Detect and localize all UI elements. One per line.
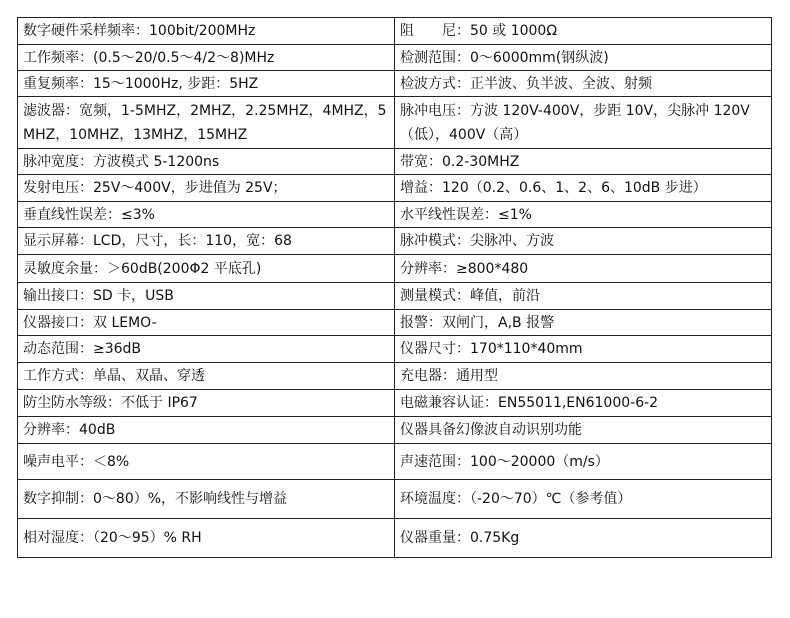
spec-cell-left: 脉冲宽度：方波模式 5-1200ns [18, 149, 395, 175]
spec-cell-left: 垂直线性误差：≤3% [18, 202, 395, 228]
spec-cell-left: 数字抑制：0～80）%，不影响线性与增益 [18, 480, 395, 519]
spec-row [18, 71, 772, 97]
spec-cell-left: 防尘防水等级：不低于 IP67 [18, 390, 395, 417]
spec-cell-right: 充电器：通用型 [395, 363, 772, 390]
spec-row [18, 18, 772, 45]
spec-cell-left: 仪器接口：双 LEMO- [18, 310, 395, 336]
spec-cell-right: 声速范围：100～20000（m/s） [395, 444, 772, 480]
spec-cell-left: 发射电压：25V～400V，步进值为 25V； [18, 175, 395, 202]
spec-cell-left: 滤波器：宽频，1-5MHZ，2MHZ，2.25MHZ，4MHZ，5MHZ，10MHZ，13MHZ，15MHZ [18, 97, 395, 149]
spec-cell-left: 输出接口：SD 卡，USB [18, 283, 395, 310]
spec-row [18, 255, 772, 283]
spec-cell-left: 分辨率：40dB [18, 417, 395, 444]
spec-cell-right: 仪器重量：0.75Kg [395, 519, 772, 558]
spec-cell-left: 重复频率：15～1000Hz, 步距：5HZ [18, 71, 395, 97]
spec-row [18, 444, 772, 480]
spec-row [18, 228, 772, 255]
spec-cell-right: 仪器具备幻像波自动识别功能 [395, 417, 772, 444]
spec-row [18, 417, 772, 444]
spec-cell-left: 工作方式：单晶、双晶、穿透 [18, 363, 395, 390]
spec-cell-left: 相对湿度：（20～95）% RH [18, 519, 395, 558]
spec-row [18, 519, 772, 558]
spec-cell-right: 测量模式：峰值，前沿 [395, 283, 772, 310]
spec-cell-right: 报警：双闸门，A,B 报警 [395, 310, 772, 336]
spec-row [18, 175, 772, 202]
spec-cell-right: 脉冲电压：方波 120V-400V，步距 10V，尖脉冲 120V（低），400V（高） [395, 97, 772, 149]
spec-row [18, 283, 772, 310]
spec-cell-left: 灵敏度余量：＞60dB(200Φ2 平底孔) [18, 255, 395, 283]
spec-row [18, 336, 772, 363]
spec-cell-right: 电磁兼容认证：EN55011,EN61000-6-2 [395, 390, 772, 417]
spec-cell-right: 检波方式：正半波、负半波、全波、射频 [395, 71, 772, 97]
spec-cell-left: 工作频率：(0.5～20/0.5～4/2～8)MHz [18, 45, 395, 71]
spec-cell-right: 仪器尺寸：170*110*40mm [395, 336, 772, 363]
spec-row [18, 45, 772, 71]
spec-cell-right: 环境温度：（-20～70）℃（参考值） [395, 480, 772, 519]
spec-cell-left: 动态范围：≥36dB [18, 336, 395, 363]
spec-cell-right: 带宽：0.2-30MHZ [395, 149, 772, 175]
spec-row [18, 480, 772, 519]
spec-row [18, 149, 772, 175]
spec-cell-right: 增益：120（0.2、0.6、1、2、6、10dB 步进） [395, 175, 772, 202]
spec-row [18, 97, 772, 149]
spec-cell-right: 脉冲模式：尖脉冲、方波 [395, 228, 772, 255]
spec-cell-right: 阻 尼：50 或 1000Ω [395, 18, 772, 45]
spec-cell-left: 显示屏幕：LCD，尺寸，长：110，宽：68 [18, 228, 395, 255]
spec-cell-right: 分辨率：≥800*480 [395, 255, 772, 283]
spec-row [18, 310, 772, 336]
spec-cell-left: 噪声电平：＜8% [18, 444, 395, 480]
spec-table-body [18, 18, 772, 558]
spec-table [17, 17, 772, 558]
spec-cell-right: 检测范围：0～6000mm(钢纵波) [395, 45, 772, 71]
spec-row [18, 363, 772, 390]
spec-cell-right: 水平线性误差：≤1% [395, 202, 772, 228]
spec-row [18, 390, 772, 417]
spec-cell-left: 数字硬件采样频率：100bit/200MHz [18, 18, 395, 45]
spec-row [18, 202, 772, 228]
